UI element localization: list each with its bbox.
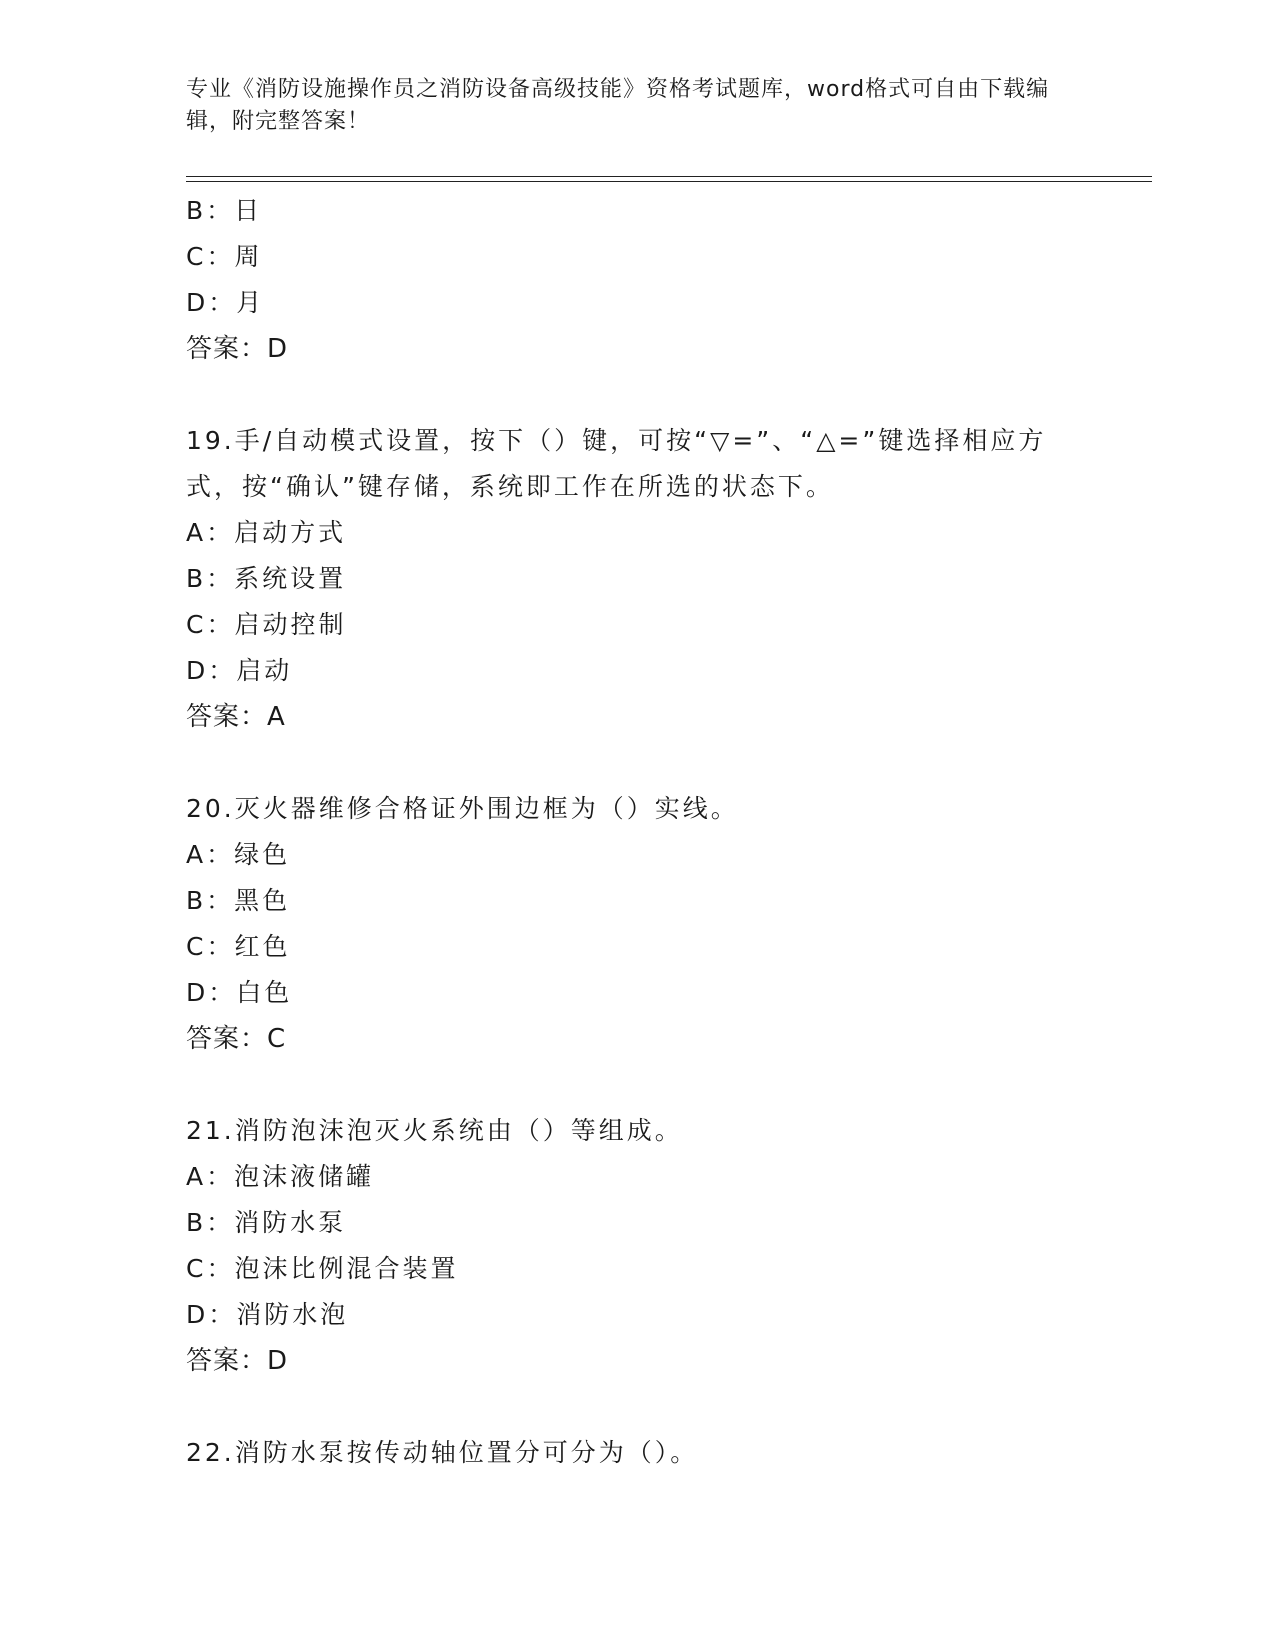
header-rule-bottom [186, 181, 1152, 182]
option-c: C：泡沫比例混合装置 [186, 1254, 459, 1283]
question-text: 22.消防水泵按传动轴位置分可分为（）。 [186, 1438, 699, 1467]
option-b: B：系统设置 [186, 564, 347, 593]
prev-question-block [186, 188, 1146, 372]
spacer [186, 372, 1146, 418]
spacer [186, 740, 1146, 786]
question-block-22 [186, 1430, 1146, 1476]
answer-line: 答案：D [186, 334, 289, 364]
option-d: D：启动 [186, 656, 293, 685]
question-text: 20.灭火器维修合格证外围边框为（）实线。 [186, 794, 739, 823]
option-d: D：月 [186, 288, 265, 317]
option-b: B：黑色 [186, 886, 291, 915]
option-c: C：启动控制 [186, 610, 347, 639]
spacer [186, 1384, 1146, 1430]
answer-line: 答案：D [186, 1346, 289, 1376]
question-block-19 [186, 418, 1146, 740]
option-a: A：泡沫液储罐 [186, 1162, 375, 1191]
option-c: C：红色 [186, 932, 291, 961]
option-a: A：启动方式 [186, 518, 347, 547]
option-d: D：白色 [186, 978, 293, 1007]
answer-line: 答案：A [186, 702, 286, 732]
question-block-20 [186, 786, 1146, 1062]
header-rule-top [186, 176, 1152, 177]
option-b: B：消防水泵 [186, 1208, 347, 1237]
option-d: D：消防水泡 [186, 1300, 349, 1329]
question-content [186, 188, 1146, 1476]
option-a: A：绿色 [186, 840, 291, 869]
question-text: 19.手/自动模式设置，按下（）键，可按“▽=”、“△=”键选择相应方式，按“确认”键存储，系统即工作在所选的状态下。 [186, 426, 1047, 501]
page-header: 专业《消防设施操作员之消防设备高级技能》资格考试题库，word格式可自由下载编辑，附完整答案！ [186, 77, 1050, 134]
option-c: C：周 [186, 242, 263, 271]
answer-line: 答案：C [186, 1024, 287, 1054]
question-block-21 [186, 1108, 1146, 1384]
spacer [186, 1062, 1146, 1108]
option-b: B：日 [186, 196, 263, 225]
question-text: 21.消防泡沫泡灭火系统由（）等组成。 [186, 1116, 683, 1145]
